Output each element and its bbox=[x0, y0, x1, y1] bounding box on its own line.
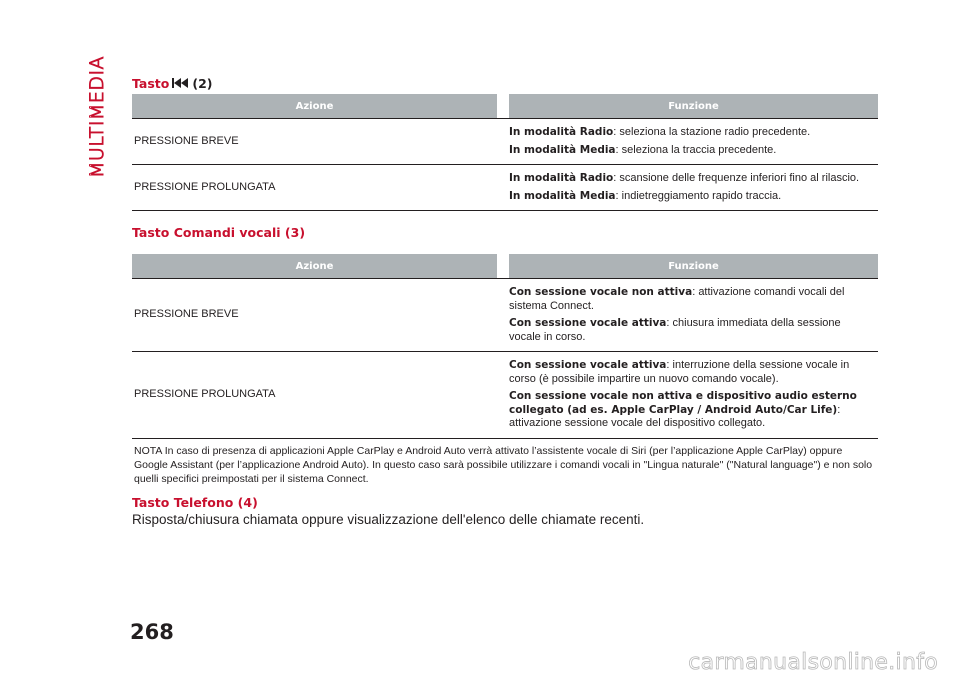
table-row bbox=[132, 352, 878, 439]
action-cell: PRESSIONE BREVE bbox=[132, 279, 497, 352]
function-cell: In modalità Radio: scansione delle frequenze inferiori fino al rilascio. In modalità Media: indietreggiamento rapido traccia. bbox=[509, 165, 878, 211]
column-header-function: Funzione bbox=[509, 254, 878, 279]
section3-description: Risposta/chiusura chiamata oppure visualizzazione dell'elenco delle chiamate recenti. bbox=[132, 511, 645, 527]
section-side-label: MULTIMEDIA bbox=[86, 55, 109, 179]
column-header-action: Azione bbox=[132, 254, 497, 279]
page-number: 268 bbox=[130, 620, 174, 644]
table-row bbox=[132, 279, 878, 352]
watermark: carmanualsonline.info bbox=[688, 650, 938, 675]
function-cell: Con sessione vocale non attiva: attivazione comandi vocali del sistema Connect. Con sessione vocale attiva: chiusura immediata della sessione vocale in corso. bbox=[509, 279, 878, 352]
table-row bbox=[132, 119, 878, 165]
section3-heading: Tasto Telefono (4) bbox=[132, 494, 258, 510]
rewind-icon bbox=[172, 78, 189, 88]
section2-heading: Tasto Comandi vocali (3) bbox=[132, 225, 306, 240]
function-cell: In modalità Radio: seleziona la stazione radio precedente. In modalità Media: seleziona la traccia precedente. bbox=[509, 119, 878, 165]
page-content bbox=[132, 70, 878, 527]
function-cell: Con sessione vocale attiva: interruzione della sessione vocale in corso (è possibile impartire un nuovo comando vocale). Con sessione vocale non attiva e dispositivo audio esterno collegato (ad es. Apple CarPlay / Android Auto/Car Life): attivazione sessione vocale del dispositivo collegato. bbox=[509, 352, 878, 439]
section1-table bbox=[132, 94, 878, 211]
table-row bbox=[132, 165, 878, 211]
action-cell: PRESSIONE PROLUNGATA bbox=[132, 165, 497, 211]
note-paragraph: NOTA In caso di presenza di applicazioni Apple CarPlay e Android Auto verrà attivato l’assistente vocale di Siri (per l’applicazione Apple CarPlay) oppure Google Assistant (per l’applicazione Android Auto). In questo caso sarà possibile utilizzare i comandi vocali in "Lingua naturale" ("Natural language") e non solo quelli specifici preimpostati per il sistema Connect. bbox=[134, 444, 873, 485]
action-cell: PRESSIONE PROLUNGATA bbox=[132, 352, 497, 439]
action-cell: PRESSIONE BREVE bbox=[132, 119, 497, 165]
column-header-action: Azione bbox=[132, 94, 497, 119]
column-header-function: Funzione bbox=[509, 94, 878, 119]
section1-heading: Tasto (2) bbox=[132, 75, 213, 91]
section2-table bbox=[132, 254, 878, 439]
